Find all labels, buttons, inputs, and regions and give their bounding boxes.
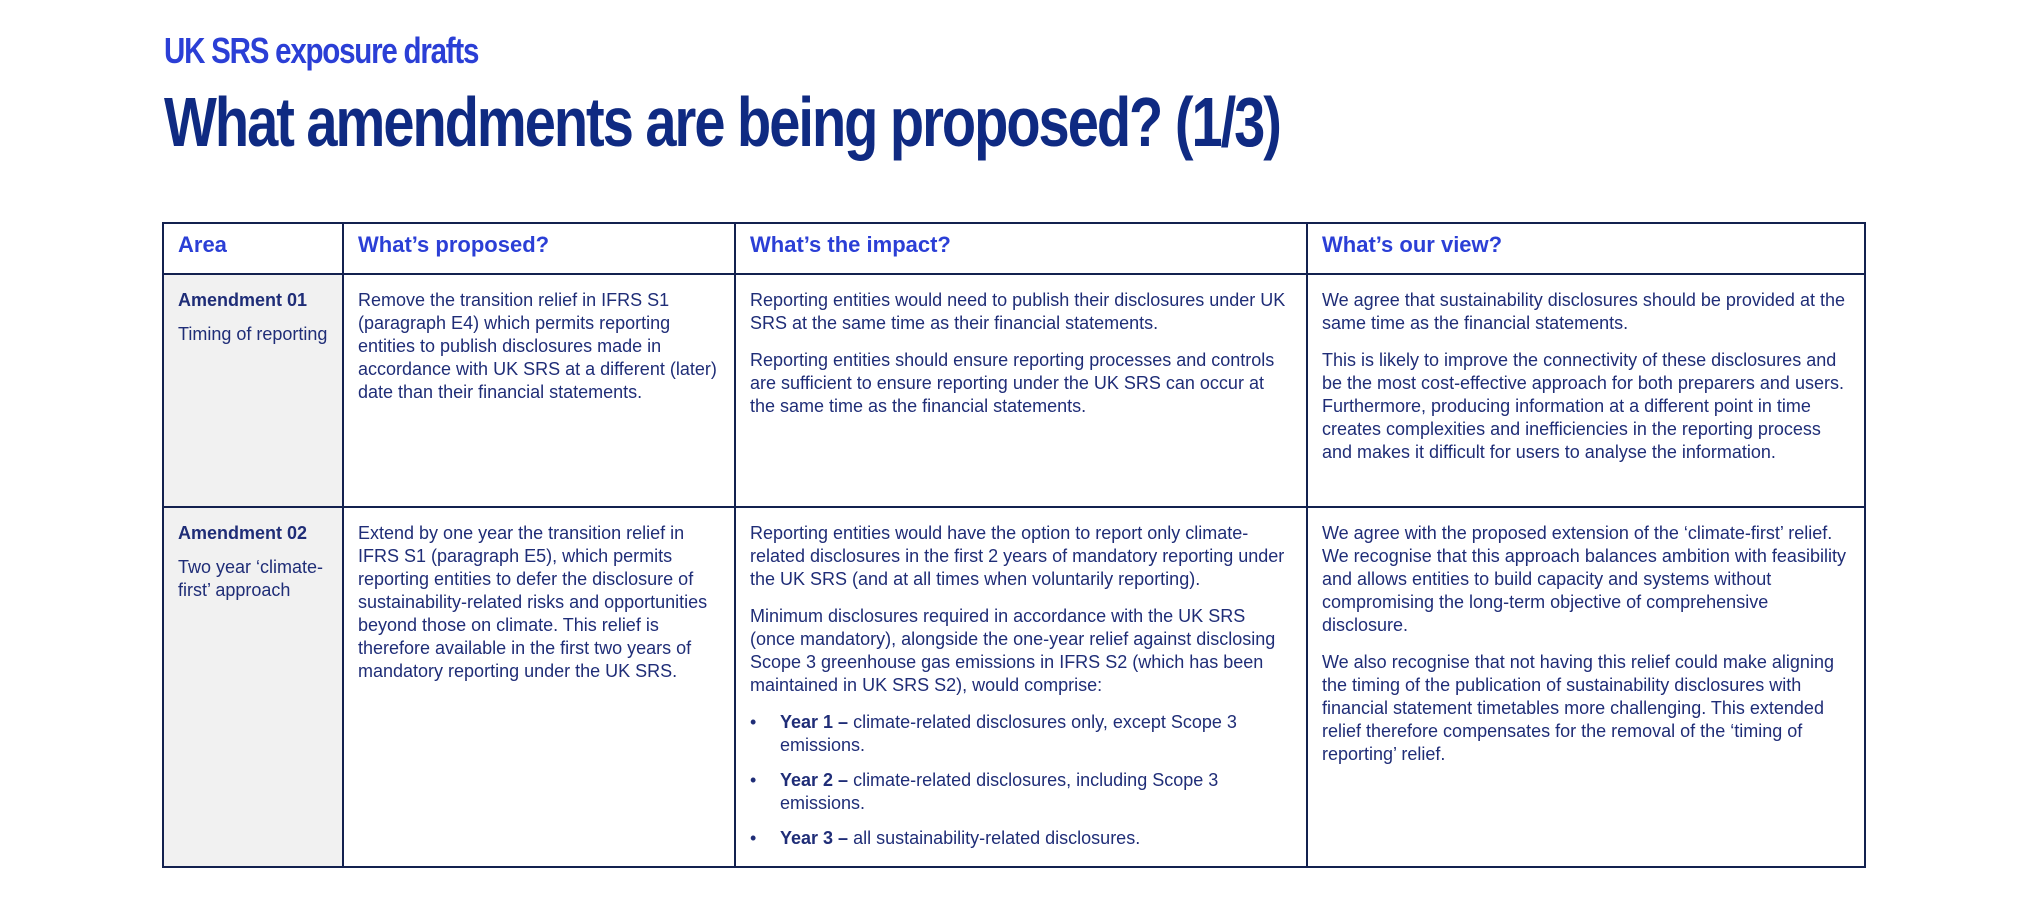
- page-title: What amendments are being proposed? (1/3): [164, 83, 1280, 161]
- area-cell: [163, 274, 343, 507]
- view-paragraph: We also recognise that not having this relief could make aligning the timing of the publication of sustainability disclosures with financial statement timetables more challenging. This extended relief therefore compensates for the removal of the ‘timing of reporting’ relief.: [1322, 652, 1834, 764]
- proposed-text: Extend by one year the transition relief in IFRS S1 (paragraph E5), which permits reporting entities to defer the disclosure of sustainability-related risks and opportunities beyond those on climate. This relief is therefore available in the first two years of mandatory reporting under the UK SRS.: [358, 523, 708, 681]
- view-paragraph: This is likely to improve the connectivity of these disclosures and be the most cost-effective approach for both preparers and users. Furthermore, producing information at a different point in time creates complexities and inefficiencies in the reporting process and makes it difficult for users to analyse the information.: [1322, 350, 1844, 462]
- impact-paragraph: Reporting entities would have the option to report only climate-related disclosures in the first 2 years of mandatory reporting under the UK SRS (and at all times when voluntarily reporting).: [750, 523, 1285, 589]
- year-text: climate-related disclosures, including Scope 3 emissions.: [780, 770, 1219, 813]
- amendments-table: [162, 222, 1866, 868]
- bullet-icon: •: [750, 828, 757, 848]
- year-text: climate-related disclosures only, except Scope 3 emissions.: [780, 712, 1237, 755]
- column-header-impact: What’s the impact?: [735, 223, 1307, 274]
- amendment-title: Amendment 02: [178, 523, 308, 543]
- list-item: [750, 769, 1292, 815]
- view-cell: [1307, 507, 1865, 867]
- amendment-title: Amendment 01: [178, 290, 308, 310]
- bullet-icon: •: [750, 770, 757, 790]
- bullet-icon: •: [750, 712, 757, 732]
- section-subtitle: UK SRS exposure drafts: [164, 30, 479, 71]
- proposed-cell: [343, 274, 735, 507]
- view-paragraph: We agree that sustainability disclosures should be provided at the same time as the financial statements.: [1322, 290, 1845, 333]
- year-label: Year 2 –: [780, 770, 849, 790]
- impact-cell: [735, 274, 1307, 507]
- year-label: Year 3 –: [780, 828, 849, 848]
- view-cell: [1307, 274, 1865, 507]
- proposed-cell: [343, 507, 735, 867]
- amendment-description: Two year ‘climate-first’ approach: [178, 557, 324, 600]
- column-header-area: Area: [163, 223, 343, 274]
- area-cell: [163, 507, 343, 867]
- list-item: [750, 827, 1292, 850]
- proposed-text: Remove the transition relief in IFRS S1 (paragraph E4) which permits reporting entities to publish disclosures made in accordance with UK SRS at a different (later) date than their financial statements.: [358, 290, 717, 402]
- list-item: [750, 711, 1292, 757]
- impact-paragraph: Reporting entities would need to publish their disclosures under UK SRS at the same time as their financial statements.: [750, 290, 1286, 333]
- year-label: Year 1 –: [780, 712, 849, 732]
- year-list: [750, 711, 1292, 850]
- column-header-proposed: What’s proposed?: [343, 223, 735, 274]
- column-header-view: What’s our view?: [1307, 223, 1865, 274]
- table-row: [163, 274, 1865, 507]
- year-text: all sustainability-related disclosures.: [848, 828, 1141, 848]
- impact-paragraph: Reporting entities should ensure reporting processes and controls are sufficient to ensure reporting under the UK SRS can occur at the same time as the financial statements.: [750, 350, 1275, 416]
- amendment-description: Timing of reporting: [178, 324, 328, 344]
- table-header-row: [163, 223, 1865, 274]
- impact-cell: [735, 507, 1307, 867]
- table-row: [163, 507, 1865, 867]
- view-paragraph: We agree with the proposed extension of the ‘climate-first’ relief. We recognise that this approach balances ambition with feasibility and allows entities to build capacity and systems without compromising the long-term objective of comprehensive disclosure.: [1322, 523, 1846, 635]
- impact-paragraph: Minimum disclosures required in accordance with the UK SRS (once mandatory), alongside the one-year relief against disclosing Scope 3 greenhouse gas emissions in IFRS S2 (which has been maintained in UK SRS S2), would comprise:: [750, 606, 1276, 695]
